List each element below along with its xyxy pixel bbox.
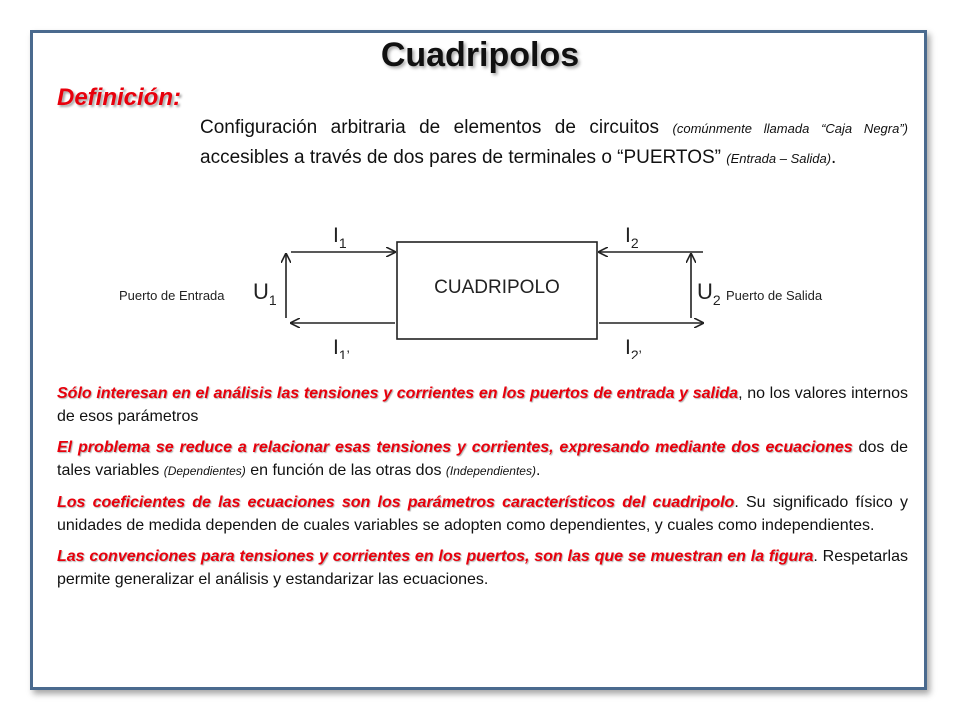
quadripole-box-label: CUADRIPOLO (434, 277, 560, 298)
definition-text-part-1: Configuración arbitraria de elementos de circuitos (200, 117, 673, 138)
input-port-label: Puerto de Entrada (119, 288, 225, 303)
slide-title: Cuadripolos (380, 36, 580, 74)
paragraph-2-note-dependent: (Dependientes) (163, 464, 246, 478)
definition-text-part-3: . (831, 147, 837, 168)
paragraph-1 (57, 382, 908, 428)
definition-note-ports: (Entrada – Salida) (726, 151, 832, 166)
explanation-paragraphs (57, 382, 908, 599)
paragraph-1-text: , no los valores internos de esos parámetros (57, 385, 908, 425)
paragraph-2-note-independent: (Independientes) (445, 464, 536, 478)
i2-prime-subscript: 2’ (630, 347, 642, 359)
paragraph-2-text-3: . (535, 462, 541, 479)
paragraph-3-highlight: Los coeficientes de las ecuaciones son los parámetros característicos del cuadripolo (57, 494, 735, 511)
u1-subscript: 1 (268, 292, 277, 308)
definition-text (200, 113, 908, 173)
u2-subscript: 2 (712, 292, 721, 308)
paragraph-2-text-1: dos de tales variables (57, 439, 909, 479)
output-port-label: Puerto de Salida (726, 288, 823, 303)
quadripole-diagram (119, 222, 852, 359)
paragraph-4 (57, 545, 908, 591)
u2-letter: U (697, 279, 713, 304)
paragraph-2-highlight: El problema se reduce a relacionar esas tensiones y corrientes, expresando mediante dos ecuaciones (57, 439, 853, 456)
paragraph-4-text: . Respetarlas permite generalizar el análisis y estandarizar las ecuaciones. (57, 548, 909, 588)
i2-prime-letter: I (625, 336, 631, 359)
i2-letter: I (625, 224, 631, 247)
definition-note-black-box: (comúnmente llamada “Caja Negra”) (672, 121, 908, 136)
i2-subscript: 2 (630, 235, 639, 251)
i1-prime-subscript: 1’ (338, 347, 350, 359)
paragraph-2 (57, 436, 908, 483)
paragraph-2-text-2: en función de las otras dos (245, 462, 446, 479)
paragraph-3-text: . Su significado físico y unidades de medida dependen de cuales variables se adopten como dependientes, y cuales como independientes. (57, 494, 908, 534)
definition-heading: Definición: (57, 84, 181, 111)
paragraph-1-highlight: Sólo interesan en el análisis las tensiones y corrientes en los puertos de entrada y salida (57, 385, 739, 402)
paragraph-4-highlight: Las convenciones para tensiones y corrientes en los puertos, son las que se muestran en la figura (57, 548, 814, 565)
u1-letter: U (253, 279, 269, 304)
definition-text-part-2: accesibles a través de dos pares de terminales o “PUERTOS” (200, 147, 727, 168)
i1-letter: I (333, 224, 339, 247)
i1-subscript: 1 (338, 235, 347, 251)
i1-prime-letter: I (333, 336, 339, 359)
paragraph-3 (57, 491, 908, 537)
quadripole-diagram-svg (119, 222, 852, 359)
